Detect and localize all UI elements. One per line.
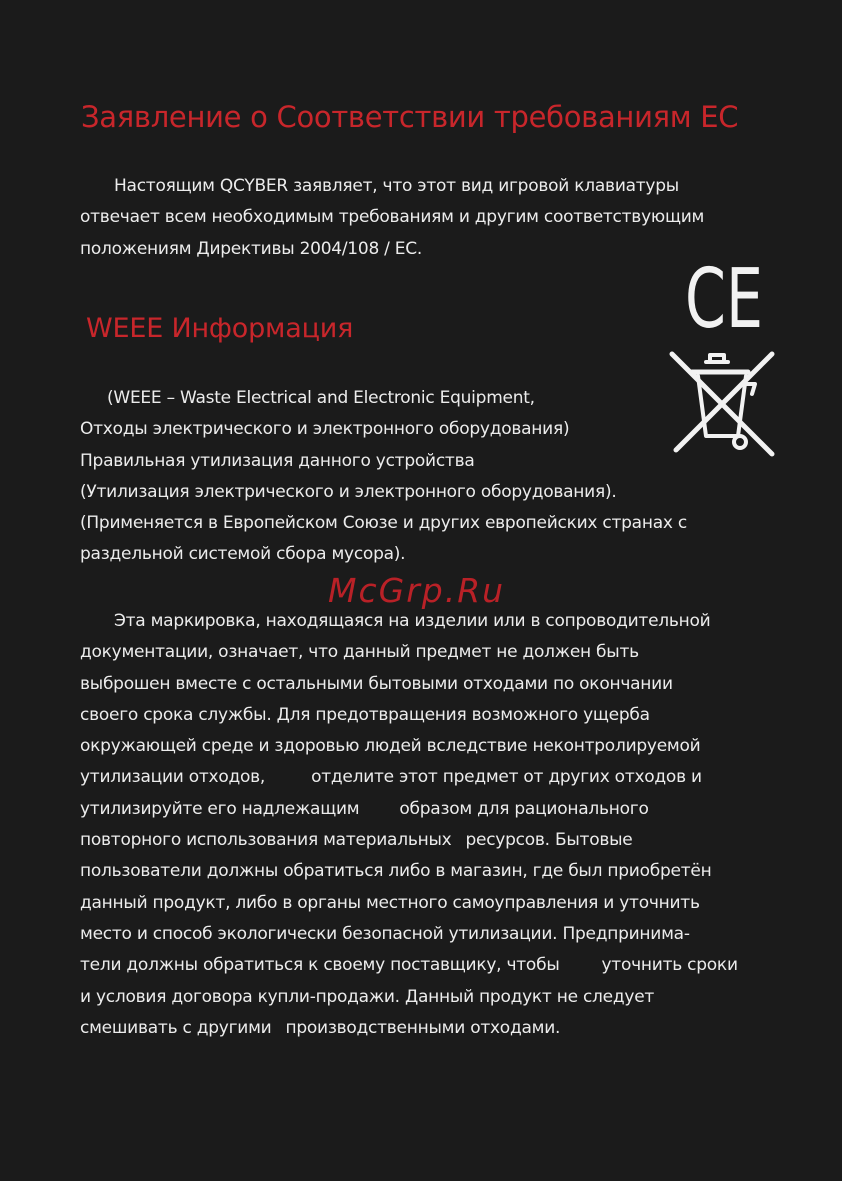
- text-line: Правильная утилизация данного устройства: [80, 450, 475, 471]
- weee-info-heading: WEEE Информация: [86, 313, 354, 344]
- ce-mark-icon: [685, 252, 763, 347]
- text-fragment: утилизации отходов,: [80, 767, 266, 788]
- text-line: [80, 825, 738, 856]
- text-fragment: ресурсов. Бытовые: [465, 830, 633, 851]
- text-line: документации, означает, что данный предмет не должен быть: [80, 642, 639, 663]
- text-fragment: утилизируйте его надлежащим: [80, 798, 360, 819]
- text-line: (Применяется в Европейском Союзе и других европейских странах с: [80, 513, 687, 534]
- text-line: положениям Директивы 2004/108 / EC.: [80, 238, 423, 259]
- ce-mark-text: CE: [685, 252, 763, 347]
- text-fragment: уточнить сроки: [601, 955, 738, 976]
- eu-conformity-heading: Заявление о Соответствии требованиям ЕС: [81, 100, 739, 134]
- text-line: [80, 1013, 738, 1044]
- eu-conformity-text: [80, 171, 704, 265]
- weee-info-text: [80, 383, 687, 571]
- text-line: место и способ экологически безопасной утилизации. Предпринима-: [80, 923, 690, 944]
- text-line: и условия договора купли-продажи. Данный продукт не следует: [80, 986, 655, 1007]
- text-fragment: смешивать с другими: [80, 1017, 272, 1038]
- text-fragment: повторного использования материальных: [80, 830, 452, 851]
- text-line: (Утилизация электрического и электронного оборудования).: [80, 481, 617, 502]
- text-fragment: отделите этот предмет от других отходов и: [311, 767, 702, 788]
- text-line: данный продукт, либо в органы местного самоуправления и уточнить: [80, 892, 700, 913]
- text-line: [80, 794, 738, 825]
- text-fragment: тели должны обратиться к своему поставщику, чтобы: [80, 955, 560, 976]
- text-line: Настоящим QCYBER заявляет, что этот вид игровой клавиатуры: [114, 176, 679, 196]
- text-line: Отходы электрического и электронного оборудования): [80, 419, 570, 440]
- text-line: [80, 762, 738, 793]
- text-line: отвечает всем необходимым требованиям и другим соответствующим: [80, 207, 705, 228]
- text-line: раздельной системой сбора мусора).: [80, 544, 406, 565]
- text-fragment: производственными отходами.: [285, 1017, 561, 1038]
- text-line: (WEEE – Waste Electrical and Electronic Equipment,: [107, 388, 535, 408]
- disposal-instructions-text: [80, 606, 738, 1044]
- text-fragment: образом для рационального: [399, 798, 649, 819]
- text-line: своего срока службы. Для предотвращения возможного ущерба: [80, 704, 650, 725]
- text-line: [80, 950, 738, 981]
- text-line: выброшен вместе с остальными бытовыми отходами по окончании: [80, 673, 673, 694]
- text-line: Эта маркировка, находящаяся на изделии или в сопроводительной: [114, 611, 711, 631]
- watermark: McGrp.Ru: [328, 571, 506, 610]
- text-line: окружающей среде и здоровью людей вследствие неконтролируемой: [80, 736, 701, 757]
- text-line: пользователи должны обратиться либо в магазин, где был приобретён: [80, 861, 712, 882]
